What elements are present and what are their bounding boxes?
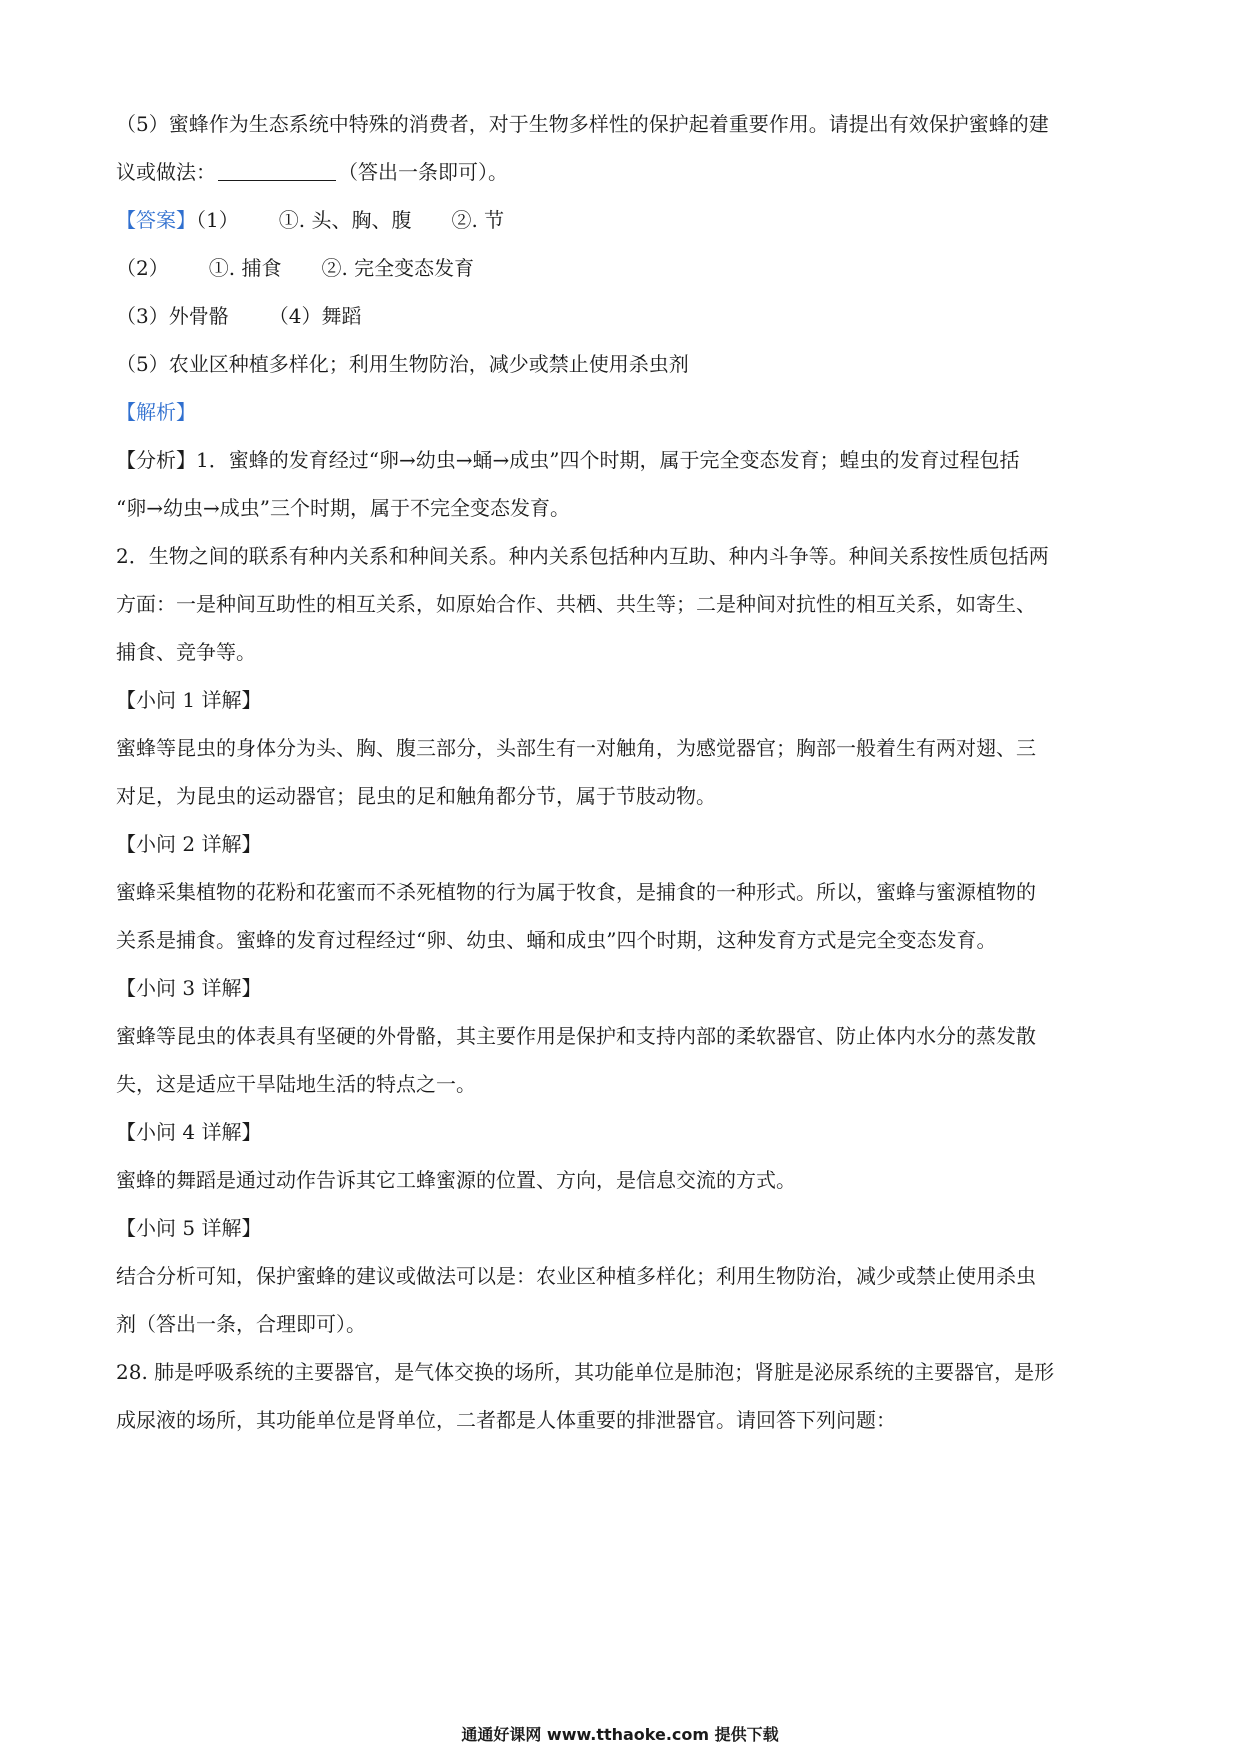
answer-line-3 bbox=[116, 292, 1136, 340]
detail-1-title bbox=[116, 676, 1136, 724]
detail-title-text: 【小问 4 详解】 bbox=[116, 1120, 262, 1144]
answer-2-part-2: ②. 完全变态发育 bbox=[321, 256, 475, 280]
detail-3-title bbox=[116, 964, 1136, 1012]
question-28-line-1 bbox=[116, 1348, 1136, 1396]
answer-2-number: （2） bbox=[116, 256, 169, 280]
analysis-point-2-line-3: 捕食、竞争等。 bbox=[116, 640, 256, 664]
answer-1-part-1: ①. 头、胸、腹 bbox=[278, 208, 412, 232]
document-body bbox=[116, 100, 1136, 1444]
answer-blank bbox=[218, 158, 336, 181]
answer-4: （4）舞蹈 bbox=[268, 304, 362, 328]
detail-text: 蜜蜂采集植物的花粉和花蜜而不杀死植物的行为属于牧食，是捕食的一种形式。所以，蜜蜂与蜜源植物的 bbox=[116, 880, 1036, 904]
answer-5: （5）农业区种植多样化；利用生物防治，减少或禁止使用杀虫剂 bbox=[116, 352, 689, 376]
detail-4-title bbox=[116, 1108, 1136, 1156]
answer-tag: 【答案】 bbox=[116, 208, 196, 232]
analysis-line-3 bbox=[116, 532, 1136, 580]
answer-2-part-1: ①. 捕食 bbox=[208, 256, 282, 280]
question-5-line-2 bbox=[116, 148, 1136, 196]
fenxi-text-2: “卵→幼虫→成虫”三个时期，属于不完全变态发育。 bbox=[116, 496, 570, 520]
analysis-heading bbox=[116, 388, 1136, 436]
analysis-line-5 bbox=[116, 628, 1136, 676]
detail-4-line-1 bbox=[116, 1156, 1136, 1204]
detail-5-line-1 bbox=[116, 1252, 1136, 1300]
footer-text: 通通好课网 www.tthaoke.com 提供下载 bbox=[461, 1725, 779, 1744]
detail-text: 对足，为昆虫的运动器官；昆虫的足和触角都分节，属于节肢动物。 bbox=[116, 784, 716, 808]
detail-text: 失，这是适应干旱陆地生活的特点之一。 bbox=[116, 1072, 476, 1096]
question-28-text-1: 28. 肺是呼吸系统的主要器官，是气体交换的场所，其功能单位是肺泡；肾脏是泌尿系统的主要器官，是形 bbox=[116, 1360, 1055, 1384]
fenxi-tag: 【分析】 bbox=[116, 448, 196, 472]
detail-1-line-1 bbox=[116, 724, 1136, 772]
answer-line-2 bbox=[116, 244, 1136, 292]
detail-3-line-1 bbox=[116, 1012, 1136, 1060]
question-28-line-2 bbox=[116, 1396, 1136, 1444]
answer-line-5 bbox=[116, 340, 1136, 388]
detail-5-line-2 bbox=[116, 1300, 1136, 1348]
detail-text: 蜜蜂的舞蹈是通过动作告诉其它工蜂蜜源的位置、方向，是信息交流的方式。 bbox=[116, 1168, 796, 1192]
detail-3-line-2 bbox=[116, 1060, 1136, 1108]
analysis-tag: 【解析】 bbox=[116, 400, 196, 424]
analysis-line-1 bbox=[116, 436, 1136, 484]
question-5-suffix: （答出一条即可）。 bbox=[338, 160, 508, 184]
analysis-point-2-line-1: 2．生物之间的联系有种内关系和种间关系。种内关系包括种内互助、种内斗争等。种间关系按性质包括两 bbox=[116, 544, 1049, 568]
detail-2-line-2 bbox=[116, 916, 1136, 964]
question-5-line-1 bbox=[116, 100, 1136, 148]
fenxi-text-1: 1．蜜蜂的发育经过“卵→幼虫→蛹→成虫”四个时期，属于完全变态发育；蝗虫的发育过程包括 bbox=[196, 448, 1020, 472]
detail-text: 关系是捕食。蜜蜂的发育过程经过“卵、幼虫、蛹和成虫”四个时期，这种发育方式是完全变态发育。 bbox=[116, 928, 997, 952]
detail-text: 蜜蜂等昆虫的体表具有坚硬的外骨骼，其主要作用是保护和支持内部的柔软器官、防止体内水分的蒸发散 bbox=[116, 1024, 1036, 1048]
answer-1-part-2: ②. 节 bbox=[451, 208, 505, 232]
analysis-line-2 bbox=[116, 484, 1136, 532]
detail-text: 剂（答出一条，合理即可）。 bbox=[116, 1312, 366, 1336]
page-footer bbox=[0, 1722, 1240, 1745]
question-5-prefix: 议或做法： bbox=[116, 160, 216, 184]
question-5-text: （5）蜜蜂作为生态系统中特殊的消费者，对于生物多样性的保护起着重要作用。请提出有效保护蜜蜂的建 bbox=[116, 112, 1049, 136]
analysis-point-2-line-2: 方面：一是种间互助性的相互关系，如原始合作、共栖、共生等；二是种间对抗性的相互关系，如寄生、 bbox=[116, 592, 1036, 616]
analysis-line-4 bbox=[116, 580, 1136, 628]
detail-text: 蜜蜂等昆虫的身体分为头、胸、腹三部分，头部生有一对触角，为感觉器官；胸部一般着生有两对翅、三 bbox=[116, 736, 1036, 760]
answer-1-number: （1） bbox=[196, 208, 239, 232]
answer-line-1 bbox=[116, 196, 1136, 244]
detail-title-text: 【小问 1 详解】 bbox=[116, 688, 262, 712]
detail-text: 结合分析可知，保护蜜蜂的建议或做法可以是：农业区种植多样化；利用生物防治，减少或禁止使用杀虫 bbox=[116, 1264, 1036, 1288]
answer-3: （3）外骨骼 bbox=[116, 304, 229, 328]
detail-title-text: 【小问 3 详解】 bbox=[116, 976, 262, 1000]
detail-title-text: 【小问 2 详解】 bbox=[116, 832, 262, 856]
detail-5-title bbox=[116, 1204, 1136, 1252]
detail-1-line-2 bbox=[116, 772, 1136, 820]
question-28-text-2: 成尿液的场所，其功能单位是肾单位，二者都是人体重要的排泄器官。请回答下列问题： bbox=[116, 1408, 896, 1432]
detail-title-text: 【小问 5 详解】 bbox=[116, 1216, 262, 1240]
detail-2-line-1 bbox=[116, 868, 1136, 916]
detail-2-title bbox=[116, 820, 1136, 868]
